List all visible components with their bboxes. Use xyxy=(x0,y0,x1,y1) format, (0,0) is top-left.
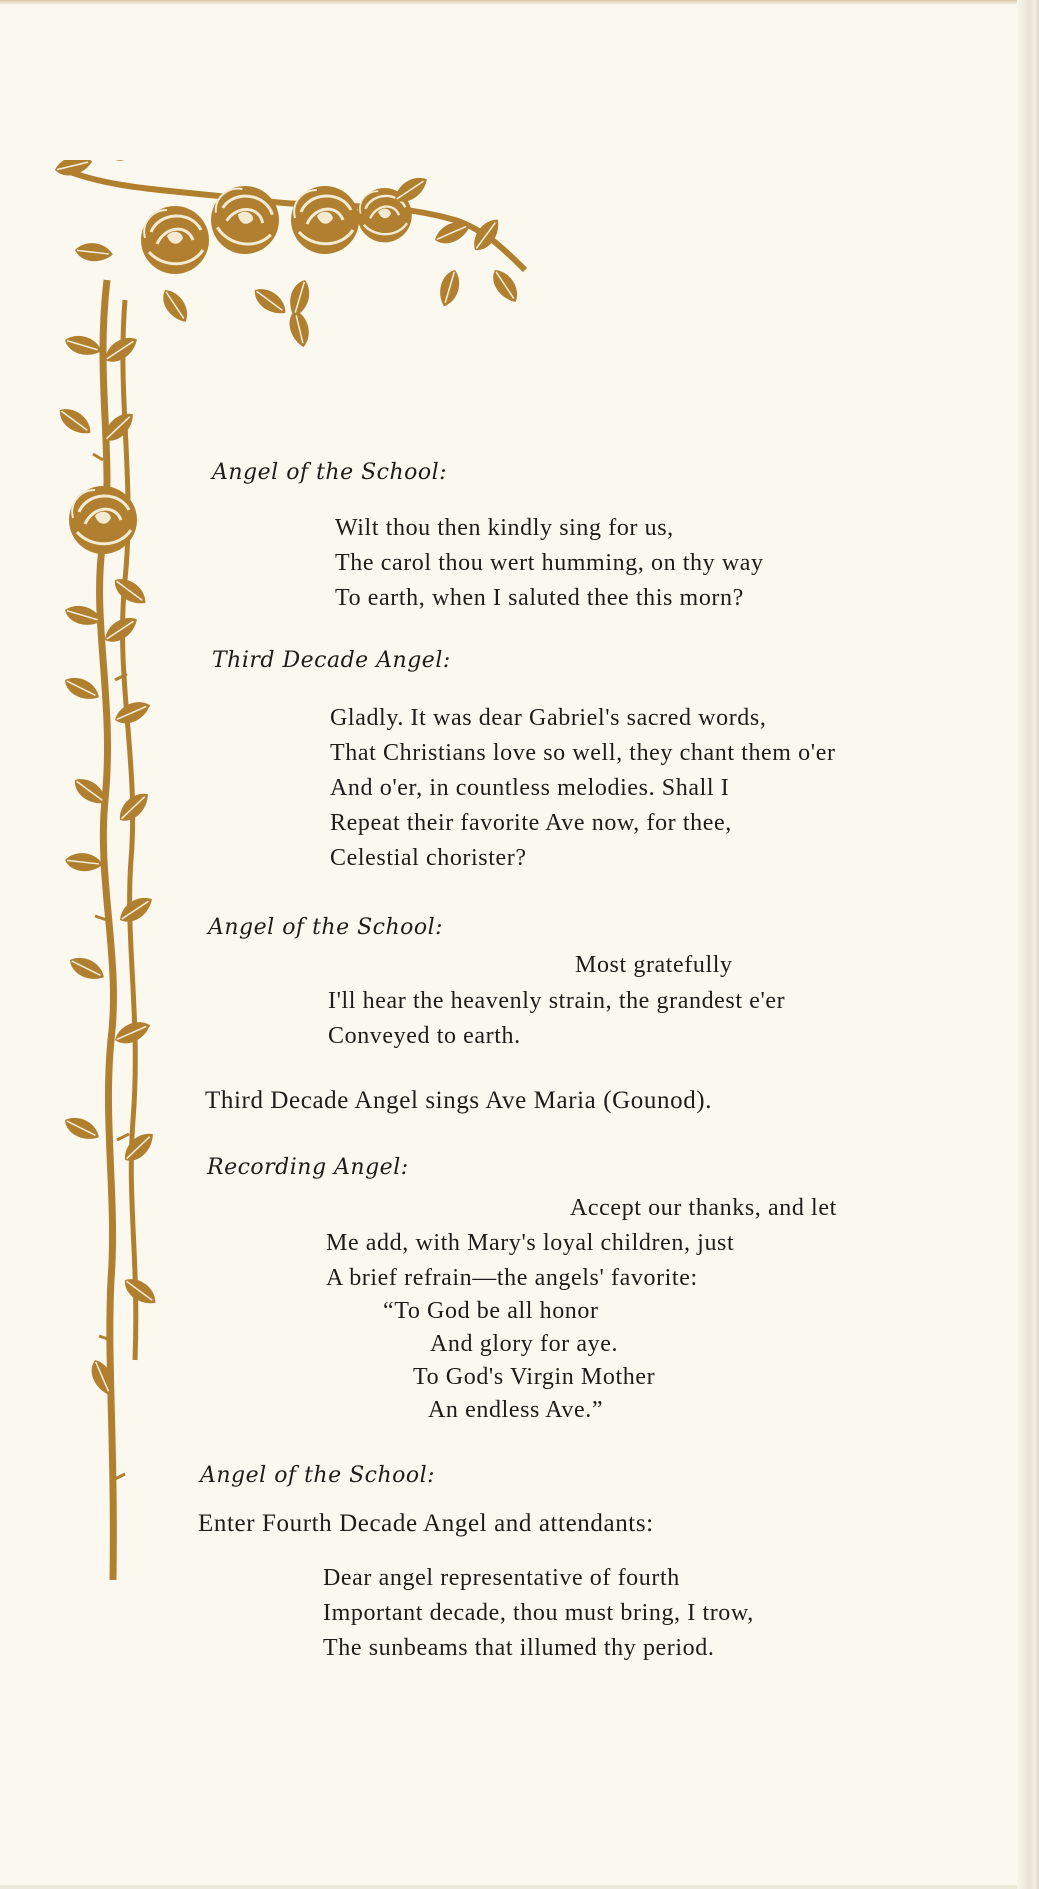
speaker-angel-of-the-school-1: Angel of the School: xyxy=(212,460,448,485)
verse-line: Gladly. It was dear Gabriel's sacred words, xyxy=(330,705,767,731)
verse-line: The sunbeams that illumed thy period. xyxy=(323,1635,715,1661)
verse-line: To God's Virgin Mother xyxy=(413,1364,656,1390)
verse-line: Accept our thanks, and let xyxy=(570,1195,837,1221)
verse-line: And glory for aye. xyxy=(430,1331,619,1357)
verse-line: Me add, with Mary's loyal children, just xyxy=(326,1230,735,1256)
speaker-third-decade-angel: Third Decade Angel: xyxy=(212,648,451,673)
verse-line: I'll hear the heavenly strain, the grandest e'er xyxy=(328,988,786,1014)
verse-line: “To God be all honor xyxy=(383,1298,599,1324)
verse-line: Important decade, thou must bring, I trow, xyxy=(323,1600,754,1626)
verse-line: Repeat their favorite Ave now, for thee, xyxy=(330,810,732,836)
speaker-angel-of-the-school-3: Angel of the School: xyxy=(200,1463,436,1488)
verse-line: Dear angel representative of fourth xyxy=(323,1565,680,1591)
verse-line: Celestial chorister? xyxy=(330,845,527,871)
verse-line: That Christians love so well, they chant them o'er xyxy=(330,740,836,766)
verse-line: An endless Ave.” xyxy=(428,1397,604,1423)
verse-line: To earth, when I saluted thee this morn? xyxy=(335,585,744,611)
verse-line: Wilt thou then kindly sing for us, xyxy=(335,515,674,541)
verse-line: Conveyed to earth. xyxy=(328,1023,521,1049)
verse-line: Most gratefully xyxy=(575,952,733,978)
speaker-recording-angel: Recording Angel: xyxy=(207,1155,409,1180)
verse-line: The carol thou wert humming, on thy way xyxy=(335,550,764,576)
speaker-angel-of-the-school-2: Angel of the School: xyxy=(208,915,444,940)
stage-direction-ave-maria: Third Decade Angel sings Ave Maria (Gounod). xyxy=(205,1087,713,1114)
verse-line: A brief refrain—the angels' favorite: xyxy=(326,1265,698,1291)
stage-direction-enter-fourth-decade-angel: Enter Fourth Decade Angel and attendants: xyxy=(198,1510,654,1537)
page-right-edge xyxy=(1017,0,1039,1889)
page-top-edge xyxy=(0,0,1039,5)
verse-line: And o'er, in countless melodies. Shall I xyxy=(330,775,730,801)
